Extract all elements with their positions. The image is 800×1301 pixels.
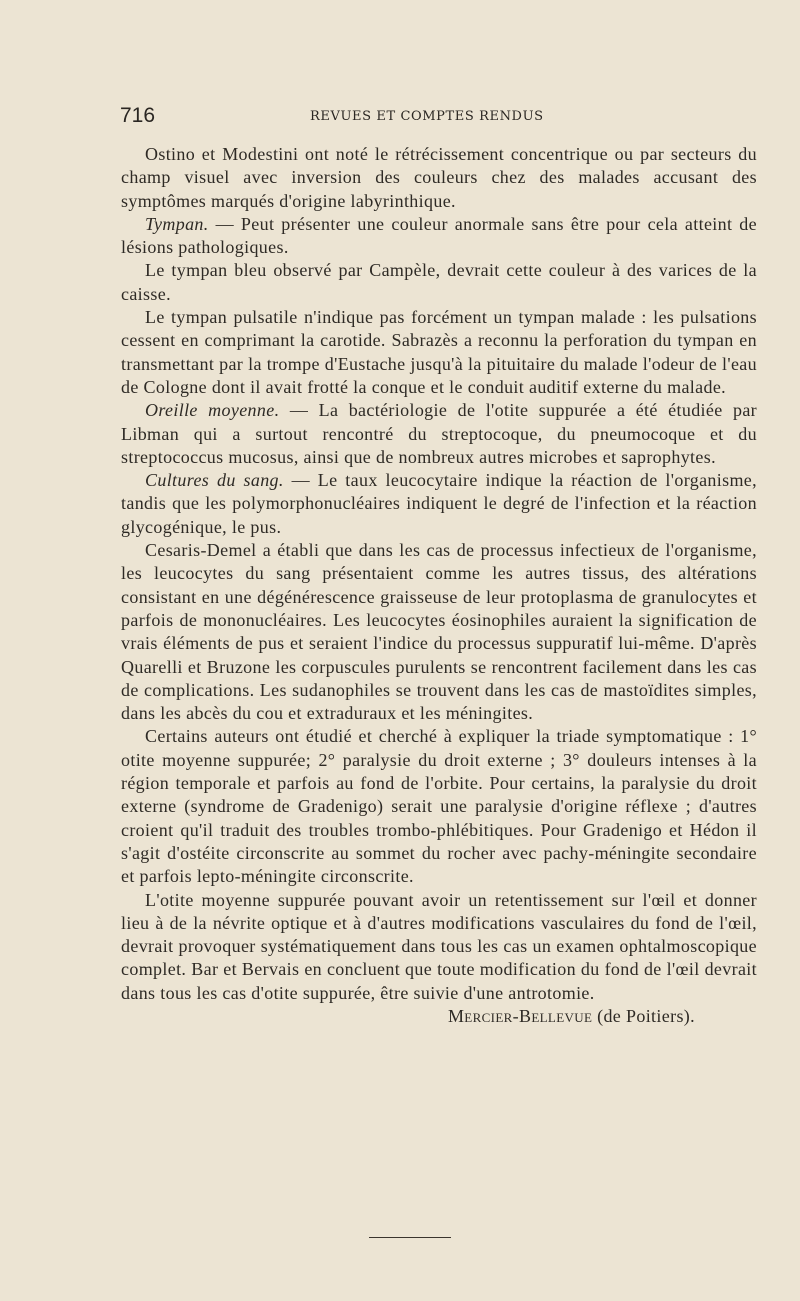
article-body xyxy=(121,143,757,1028)
paragraph xyxy=(121,306,757,399)
paragraph-text: Certains auteurs ont étudié et cherché à expliquer la triade symptomatique : 1° otite moyenne suppurée; 2° paralysie du droit externe ; 3° douleurs intenses à la région temporale et parfois au fond de l'orbite. Pour certains, la paralysie du droit externe (syndrome de Gradenigo) serait une paralysie d'origine réflexe ; d'autres croient qu'il traduit des troubles trombo-phlébitiques. Pour Gradenigo et Hédon il s'agit d'ostéite circonscrite au sommet du rocher avec pachy-méningite secondaire et parfois lepto-méningite circonscrite. xyxy=(121,726,757,887)
author-affiliation: (de Poitiers). xyxy=(592,1005,695,1026)
paragraph xyxy=(121,725,757,888)
paragraph xyxy=(121,399,757,469)
paragraph xyxy=(121,213,757,260)
paragraph-text: — Peut présenter une couleur anormale sans être pour cela atteint de lésions pathologiques. xyxy=(121,213,757,258)
paragraph xyxy=(121,143,757,213)
paragraph-text: — La bactériologie de l'otite suppurée a été étudiée par Libman qui a surtout rencontré du streptocoque, du pneumocoque et du streptococcus mucosus, ainsi que de nombreux autres microbes et saprophytes. xyxy=(121,400,758,467)
paragraph xyxy=(121,539,757,725)
signature xyxy=(121,1005,757,1028)
page-number: 716 xyxy=(120,104,156,127)
paragraph-text: Le tympan pulsatile n'indique pas forcément un tympan malade : les pulsations cessent en comprimant la carotide. Sabrazès a reconnu la perforation du tympan en transmettant par la trompe d'Eustache jusqu'à la pituitaire du malade l'odeur de l'eau de Cologne dont il avait frotté la conque et le conduit auditif externe du malade. xyxy=(121,307,757,397)
paragraph-text: Ostino et Modestini ont noté le rétrécissement concentrique ou par secteurs du champ visuel avec inversion des couleurs chez des malades accusant des symptômes marqués d'origine labyrinthique. xyxy=(121,144,757,211)
paragraph xyxy=(121,469,757,539)
section-heading: Tympan. xyxy=(145,213,209,234)
end-rule xyxy=(369,1237,451,1238)
author-name: Mercier-Bellevue xyxy=(447,1005,593,1026)
paragraph xyxy=(121,259,757,306)
paragraph-text: — Le taux leucocytaire indique la réaction de l'organisme, tandis que les polymorphonucléaires indiquent le degré de l'infection et la réaction glycogénique, le pus. xyxy=(121,470,757,537)
running-title: REVUES ET COMPTES RENDUS xyxy=(310,109,544,124)
paragraph-text: L'otite moyenne suppurée pouvant avoir un retentissement sur l'œil et donner lieu à de la névrite optique et à d'autres modifications vasculaires du fond de l'œil, devrait provoquer systématiquement dans tous les cas un examen ophtalmoscopique complet. Bar et Bervais en concluent que toute modification du fond de l'œil devrait dans tous les cas d'otite suppurée, être suivie d'une antrotomie. xyxy=(121,889,757,1003)
section-heading: Cultures du sang. xyxy=(145,470,284,491)
paragraph xyxy=(121,889,757,1005)
section-heading: Oreille moyenne. xyxy=(145,400,280,421)
page-header xyxy=(120,104,760,128)
paragraph-text: Cesaris-Demel a établi que dans les cas de processus infectieux de l'organisme, les leucocytes du sang présentaient comme les autres tissus, des altérations consistant en une dégénérescence graisseuse de leur protoplasma de granulocytes et parfois de mononucléaires. Les leucocytes éosinophiles auraient la signification de vrais éléments de pus et seraient l'indice du processus suppuratif lui-même. D'après Quarelli et Bruzone les corpuscules purulents se rencontrent facilement dans les cas de complications. Les sudanophiles se trouvent dans les cas de mastoïdites simples, dans les abcès du cou et extraduraux et les méningites. xyxy=(121,540,757,724)
paragraph-text: Le tympan bleu observé par Campèle, devrait cette couleur à des varices de la caisse. xyxy=(121,260,757,304)
